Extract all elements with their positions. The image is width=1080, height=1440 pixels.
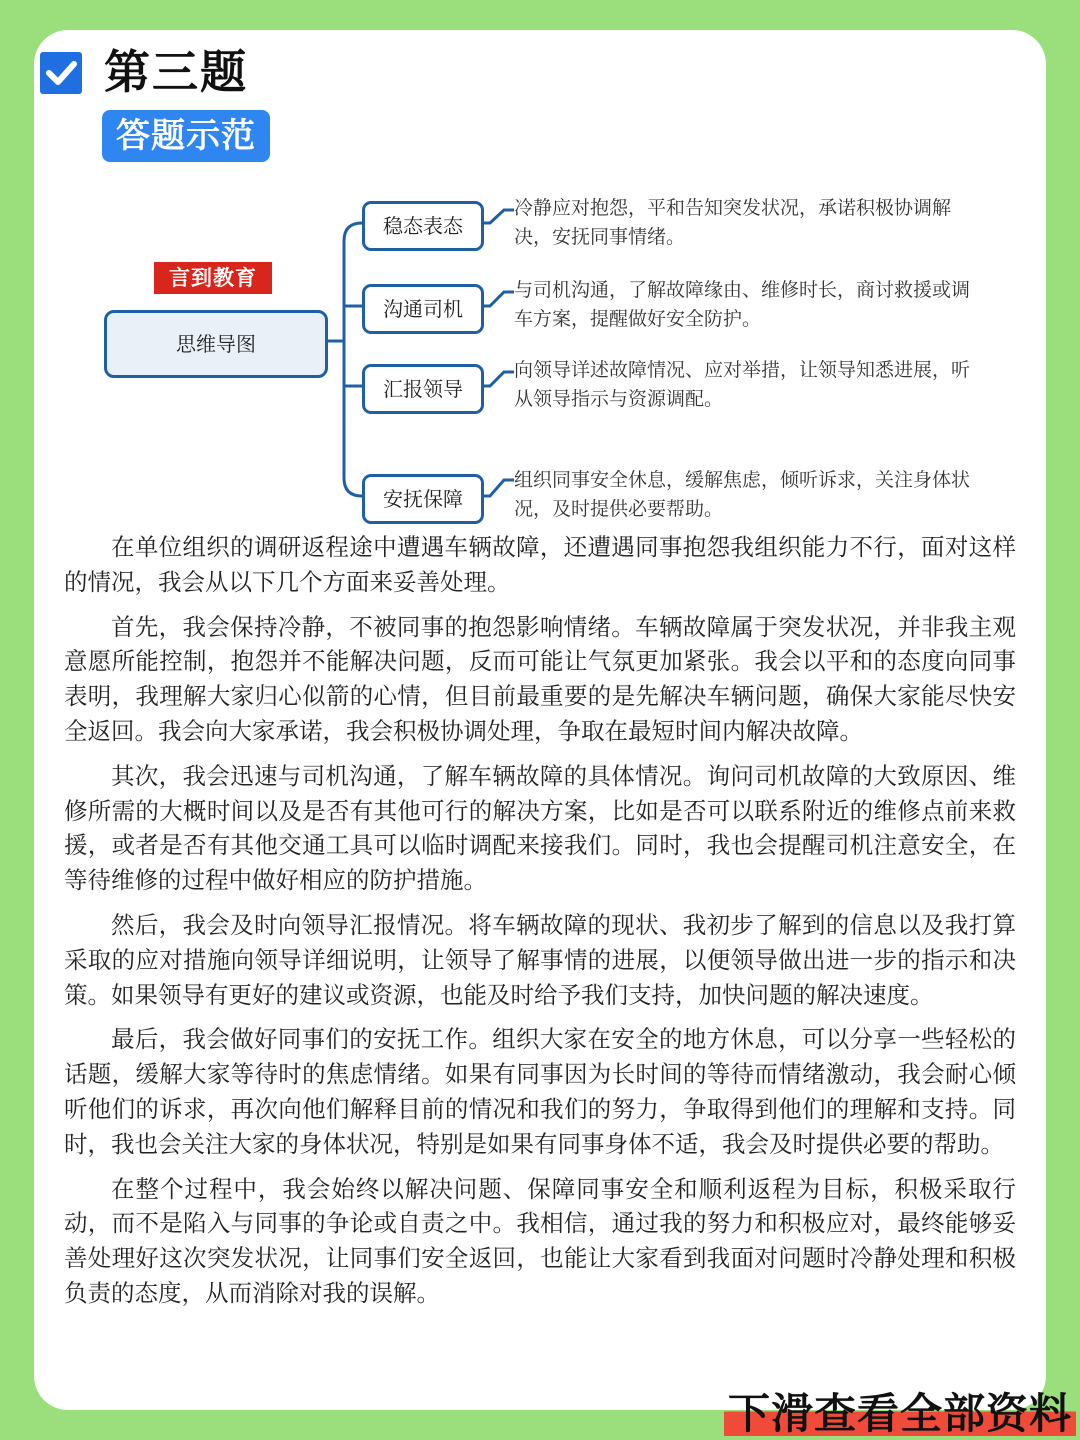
branch-node-4: 安抚保障 xyxy=(362,474,484,524)
content-card xyxy=(34,30,1046,1410)
paragraph: 在单位组织的调研返程途中遭遇车辆故障，还遭遇同事抱怨我组织能力不行，面对这样的情况，我会从以下几个方面来妥善处理。 xyxy=(64,533,1016,596)
answer-badge: 答题示范 xyxy=(102,110,270,162)
branch-desc-1: 冷静应对抱怨，平和告知突发状况，承诺积极协调解决，安抚同事情绪。 xyxy=(514,197,952,248)
branch-node-1: 稳态表态 xyxy=(362,201,484,251)
paragraph: 在整个过程中，我会始终以解决问题、保障同事安全和顺利返程为目标，积极采取行动，而不是陷入与同事的争论或自责之中。我相信，通过我的努力和积极应对，最终能够妥善处理好这次突发状况，让同事们安全返回，也能让大家看到我面对问题时冷静处理和积极负责的态度，从而消除对我的误解。 xyxy=(64,1174,1016,1307)
paragraph: 其次，我会迅速与司机沟通，了解车辆故障的具体情况。询问司机故障的大致原因、维修所需的大概时间以及是否有其他可行的解决方案，比如是否可以联系附近的维修点前来救援，或者是否有其他交通工具可以临时调配来接我们。同时，我也会提醒司机注意安全，在等待维修的过程中做好相应的防护措施。 xyxy=(64,761,1016,895)
branch-desc-2: 与司机沟通，了解故障缘由、维修时长，商讨救援或调车方案，提醒做好安全防护。 xyxy=(514,279,971,330)
branch-node-2: 沟通司机 xyxy=(362,284,484,334)
mind-map-root: 思维导图 xyxy=(104,310,328,378)
branch-desc-4: 组织同事安全休息，缓解焦虑，倾听诉求，关注身体状况，及时提供必要帮助。 xyxy=(514,469,971,520)
brand-logo: 言到教育 xyxy=(154,262,272,294)
mind-map xyxy=(94,180,994,520)
branch-desc-3: 向领导详述故障情况、应对举措，让领导知悉进展，听从领导指示与资源调配。 xyxy=(514,359,971,410)
paragraph: 然后，我会及时向领导汇报情况。将车辆故障的现状、我初步了解到的信息以及我打算采取的应对措施向领导详细说明，让领导了解事情的进展，以便领导做出进一步的指示和决策。如果领导有更好的建议或资源，也能及时给予我们支持，加快问题的解决速度。 xyxy=(64,910,1016,1009)
answer-text xyxy=(64,530,1016,1321)
paragraph: 首先，我会保持冷静，不被同事的抱怨影响情绪。车辆故障属于突发状况，并非我主观意愿所能控制，抱怨并不能解决问题，反而可能让气氛更加紧张。我会以平和的态度向同事表明，我理解大家归心似箭的心情，但目前最重要的是先解决车辆问题，确保大家能尽快安全返回。我会向大家承诺，我会积极协调处理，争取在最短时间内解决故障。 xyxy=(64,612,1016,745)
paragraph: 最后，我会做好同事们的安抚工作。组织大家在安全的地方休息，可以分享一些轻松的话题，缓解大家等待时的焦虑情绪。如果有同事因为长时间的等待而情绪激动，我会耐心倾听他们的诉求，再次向他们解释目前的情况和我们的努力，争取得到他们的理解和支持。同时，我也会关注大家的身体状况，特别是如果有同事身体不适，我会及时提供必要的帮助。 xyxy=(64,1025,1016,1158)
page-title: 第三题 xyxy=(104,45,248,99)
branch-node-3: 汇报领导 xyxy=(362,364,484,414)
scroll-hint-banner: 下滑查看全部资料 xyxy=(724,1388,1076,1440)
checkbox-icon xyxy=(40,52,82,94)
